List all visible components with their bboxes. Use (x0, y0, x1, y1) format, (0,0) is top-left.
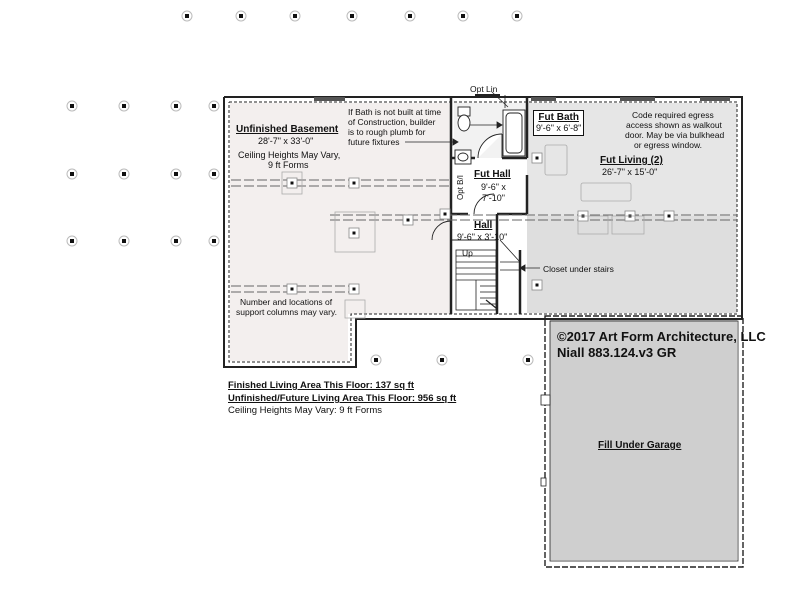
fut-bath-size: 9'-6" x 6'-8" (536, 123, 582, 133)
bath-note-line-1: If Bath is not built at time (348, 107, 442, 117)
stairs-up-label: Up (462, 248, 473, 258)
finished-area-summary: Finished Living Area This Floor: 137 sq ft (228, 380, 414, 391)
closet-under-stairs-label: Closet under stairs (543, 264, 614, 274)
fut-bath-title: Fut Bath (538, 112, 579, 123)
bath-note-line-2: of Construction, builder (348, 117, 436, 127)
fut-hall-size-1: 9'-6" x (481, 182, 506, 192)
copyright-line-1: ©2017 Art Form Architecture, LLC (557, 329, 766, 344)
columns-note-line-2: support columns may vary. (236, 307, 337, 317)
bath-note-line-3: is to rough plumb for (348, 127, 426, 137)
hall-title: Hall (474, 220, 493, 231)
fut-bath-box (533, 110, 584, 136)
fut-living-title: Fut Living (2) (600, 155, 663, 166)
unfinished-area-summary: Unfinished/Future Living Area This Floor: 956 sq ft (228, 393, 457, 404)
copyright-line-2: Niall 883.124.v3 GR (557, 345, 677, 360)
bath-note-line-4: future fixtures (348, 137, 400, 147)
unfinished-basement-size: 28'-7" x 33'-0" (258, 136, 314, 146)
fut-living-size: 26'-7" x 15'-0" (602, 167, 658, 177)
fut-hall-size-2: 7'-10" (482, 193, 505, 203)
egress-note-line-1: Code required egress (632, 110, 714, 120)
opt-bi-label: Opt B/I (455, 175, 465, 200)
egress-note-line-4: or egress window. (634, 140, 703, 150)
garage-fill-label: Fill Under Garage (598, 440, 682, 451)
unfinished-basement-note-1: Ceiling Heights May Vary, (238, 150, 341, 160)
unfinished-basement-note-2: 9 ft Forms (268, 160, 309, 170)
egress-note-line-2: access shown as walkout (626, 120, 722, 130)
opt-lin-label: Opt Lin (470, 84, 498, 94)
hall-size: 9'-6" x 3'-10" (457, 232, 508, 242)
fut-hall-title: Fut Hall (474, 169, 511, 180)
columns-note-line-1: Number and locations of (240, 297, 333, 307)
ceiling-height-summary: Ceiling Heights May Vary: 9 ft Forms (228, 405, 382, 416)
unfinished-basement-title: Unfinished Basement (236, 124, 339, 135)
egress-note-line-3: door. May be via bulkhead (625, 130, 725, 140)
